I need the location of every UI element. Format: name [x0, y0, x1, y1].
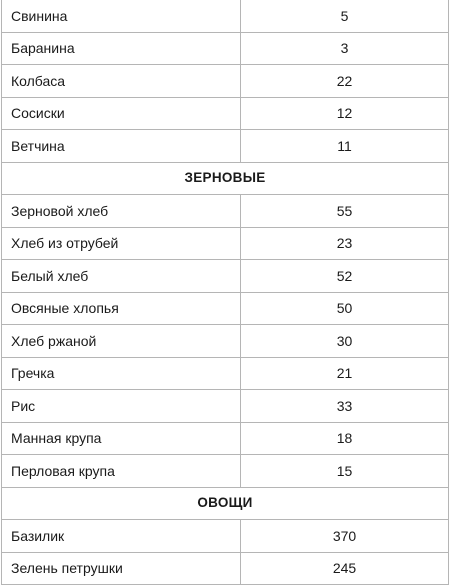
section-row-grains	[2, 162, 449, 195]
food-value: 30	[241, 325, 449, 358]
food-value: 52	[241, 260, 449, 293]
food-name: Рис	[2, 390, 241, 423]
food-name: Хлеб из отрубей	[2, 227, 241, 260]
table-row	[2, 552, 449, 585]
nutrient-table	[1, 0, 449, 585]
table-row	[2, 422, 449, 455]
food-name: Ветчина	[2, 130, 241, 163]
food-name: Хлеб ржаной	[2, 325, 241, 358]
food-name: Колбаса	[2, 65, 241, 98]
food-name: Баранина	[2, 32, 241, 65]
food-name: Гречка	[2, 357, 241, 390]
food-name: Зелень петрушки	[2, 552, 241, 585]
food-value: 11	[241, 130, 449, 163]
food-value: 245	[241, 552, 449, 585]
food-value: 370	[241, 520, 449, 553]
table-row	[2, 260, 449, 293]
food-value: 55	[241, 195, 449, 228]
table-row	[2, 325, 449, 358]
food-value: 23	[241, 227, 449, 260]
food-value: 22	[241, 65, 449, 98]
food-name: Манная крупа	[2, 422, 241, 455]
food-value: 3	[241, 32, 449, 65]
table-row	[2, 32, 449, 65]
table-row	[2, 65, 449, 98]
food-name: Свинина	[2, 0, 241, 32]
food-value: 50	[241, 292, 449, 325]
food-value: 12	[241, 97, 449, 130]
table-row	[2, 97, 449, 130]
food-value: 15	[241, 455, 449, 488]
table-row	[2, 357, 449, 390]
food-value: 5	[241, 0, 449, 32]
food-value: 33	[241, 390, 449, 423]
section-row-vegetables	[2, 487, 449, 520]
table-row	[2, 292, 449, 325]
food-name: Белый хлеб	[2, 260, 241, 293]
table-row	[2, 0, 449, 32]
table-row	[2, 455, 449, 488]
table-row	[2, 195, 449, 228]
food-name: Базилик	[2, 520, 241, 553]
food-name: Овсяные хлопья	[2, 292, 241, 325]
table-row	[2, 390, 449, 423]
food-name: Перловая крупа	[2, 455, 241, 488]
table-row	[2, 520, 449, 553]
section-header: ЗЕРНОВЫЕ	[2, 162, 449, 195]
food-name: Зерновой хлеб	[2, 195, 241, 228]
food-value: 21	[241, 357, 449, 390]
table-row	[2, 130, 449, 163]
section-header: ОВОЩИ	[2, 487, 449, 520]
food-name: Сосиски	[2, 97, 241, 130]
food-value: 18	[241, 422, 449, 455]
table-row	[2, 227, 449, 260]
